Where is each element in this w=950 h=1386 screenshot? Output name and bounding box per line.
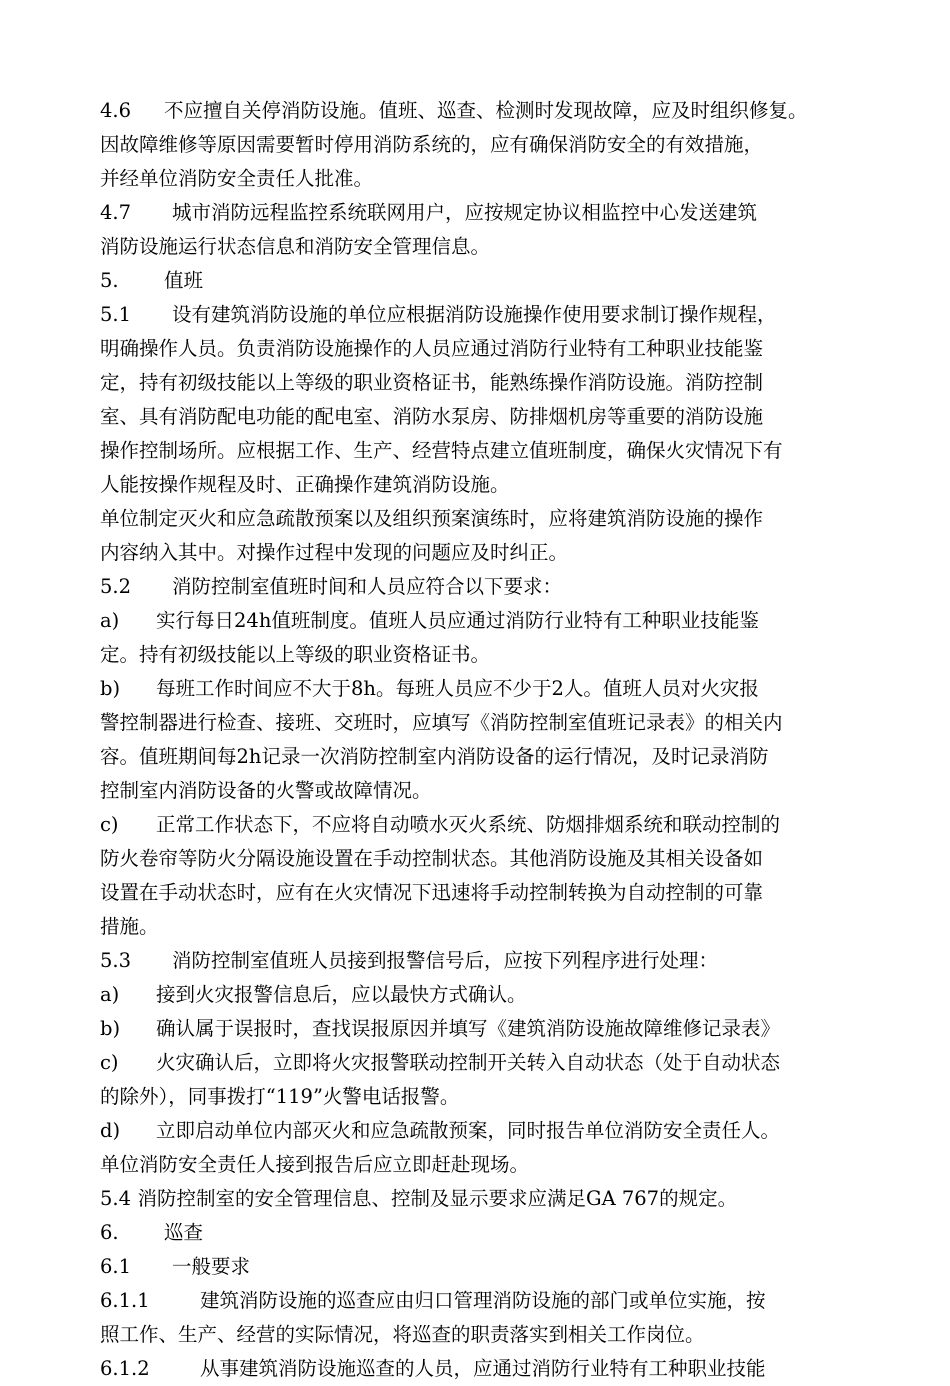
clause-5-3 [100,944,890,978]
item-marker: a) [100,983,120,1006]
clause-number: 6.1.2 [100,1357,150,1380]
clause-text: 城市消防远程监控系统联网用户，应按规定协议相监控中心发送建筑 [172,201,758,224]
section-5-heading [100,264,890,298]
clause-text: 从事建筑消防设施巡查的人员，应通过消防行业特有工种职业技能 [200,1357,766,1380]
clause-text: 人能按操作规程及时、正确操作建筑消防设施。 [100,473,510,496]
item-marker: c) [100,1051,119,1074]
clause-5-1-continuation [100,502,890,570]
clause-text: 照工作、生产、经营的实际情况，将巡查的职责落实到相关工作岗位。 [100,1323,705,1346]
item-text: 每班工作时间应不大于8h。每班人员应不少于2人。值班人员对火灾报 [156,677,759,700]
item-text: 控制室内消防设备的火警或故障情况。 [100,779,432,802]
clause-5-4 [100,1182,890,1216]
clause-text: 因故障维修等原因需要暂时停用消防系统的，应有确保消防安全的有效措施， [100,133,764,156]
clause-text: 消防控制室值班人员接到报警信号后，应按下列程序进行处理： [172,949,719,972]
item-text: 火灾确认后，立即将火灾报警联动控制开关转入自动状态（处于自动状态 [156,1051,781,1074]
clause-text: 明确操作人员。负责消防设施操作的人员应通过消防行业特有工种职业技能鉴 [100,337,764,360]
clause-6-1-2 [100,1352,890,1386]
clause-text: 消防控制室的安全管理信息、控制及显示要求应满足GA 767的规定。 [137,1187,738,1210]
clause-text: 定，持有初级技能以上等级的职业资格证书，能熟练操作消防设施。消防控制 [100,371,764,394]
list-item-5-3-d [100,1114,890,1182]
item-text: 正常工作状态下，不应将自动喷水灭火系统、防烟排烟系统和联动控制的 [156,813,781,836]
item-text: 容。值班期间每2h记录一次消防控制室内消防设备的运行情况，及时记录消防 [100,745,769,768]
clause-number: 5.1 [100,303,132,326]
item-marker: d) [100,1119,121,1142]
clause-number: 5.3 [100,949,132,972]
item-text: 设置在手动状态时，应有在火灾情况下迅速将手动控制转换为自动控制的可靠 [100,881,764,904]
clause-text: 并经单位消防安全责任人批准。 [100,167,374,190]
section-6-heading [100,1216,890,1250]
list-item-5-3-c [100,1046,890,1114]
clause-6-1-1 [100,1284,890,1352]
list-item-5-3-a [100,978,890,1012]
clause-5-2 [100,570,890,604]
item-text: 接到火灾报警信息后，应以最快方式确认。 [156,983,527,1006]
list-item-5-3-b [100,1012,890,1046]
item-text: 单位消防安全责任人接到报告后应立即赶赴现场。 [100,1153,530,1176]
item-text: 警控制器进行检查、接班、交班时，应填写《消防控制室值班记录表》的相关内 [100,711,783,734]
clause-number: 5.4 [100,1187,132,1210]
clause-6-1 [100,1250,890,1284]
clause-text: 内容纳入其中。对操作过程中发现的问题应及时纠正。 [100,541,569,564]
section-title: 巡查 [164,1221,204,1244]
clause-text: 消防控制室值班时间和人员应符合以下要求： [172,575,563,598]
clause-number: 4.6 [100,99,132,122]
clause-number: 6.1 [100,1255,132,1278]
clause-text: 设有建筑消防设施的单位应根据消防设施操作使用要求制订操作规程， [172,303,777,326]
list-item-5-2-a [100,604,890,672]
clause-number: 6.1.1 [100,1289,150,1312]
item-text: 的除外），同事拨打“119”火警电话报警。 [100,1085,460,1108]
clause-number: 5.2 [100,575,132,598]
item-text: 立即启动单位内部灭火和应急疏散预案，同时报告单位消防安全责任人。 [156,1119,781,1142]
clause-text: 操作控制场所。应根据工作、生产、经营特点建立值班制度，确保火灾情况下有 [100,439,783,462]
item-text: 措施。 [100,915,159,938]
clause-4-6 [100,94,890,196]
section-number: 5. [100,269,119,292]
clause-5-1 [100,298,890,502]
list-item-5-2-b [100,672,890,808]
item-marker: b) [100,1017,121,1040]
clause-4-7 [100,196,890,264]
item-text: 防火卷帘等防火分隔设施设置在手动控制状态。其他消防设施及其相关设备如 [100,847,764,870]
item-text: 实行每日24h值班制度。值班人员应通过消防行业特有工种职业技能鉴 [156,609,759,632]
item-text: 确认属于误报时，查找误报原因并填写《建筑消防设施故障维修记录表》 [156,1017,781,1040]
list-item-5-2-c [100,808,890,944]
clause-text: 建筑消防设施的巡查应由归口管理消防设施的部门或单位实施，按 [200,1289,766,1312]
item-marker: b) [100,677,121,700]
section-title: 值班 [164,269,204,292]
section-number: 6. [100,1221,119,1244]
clause-text: 一般要求 [172,1255,251,1278]
clause-number: 4.7 [100,201,132,224]
item-marker: a) [100,609,120,632]
clause-text: 单位制定灭火和应急疏散预案以及组织预案演练时，应将建筑消防设施的操作 [100,507,764,530]
item-marker: c) [100,813,119,836]
clause-text: 室、具有消防配电功能的配电室、消防水泵房、防排烟机房等重要的消防设施 [100,405,764,428]
clause-text: 不应擅自关停消防设施。值班、巡查、检测时发现故障，应及时组织修复。 [164,99,808,122]
item-text: 定。持有初级技能以上等级的职业资格证书。 [100,643,491,666]
clause-text: 消防设施运行状态信息和消防安全管理信息。 [100,235,491,258]
